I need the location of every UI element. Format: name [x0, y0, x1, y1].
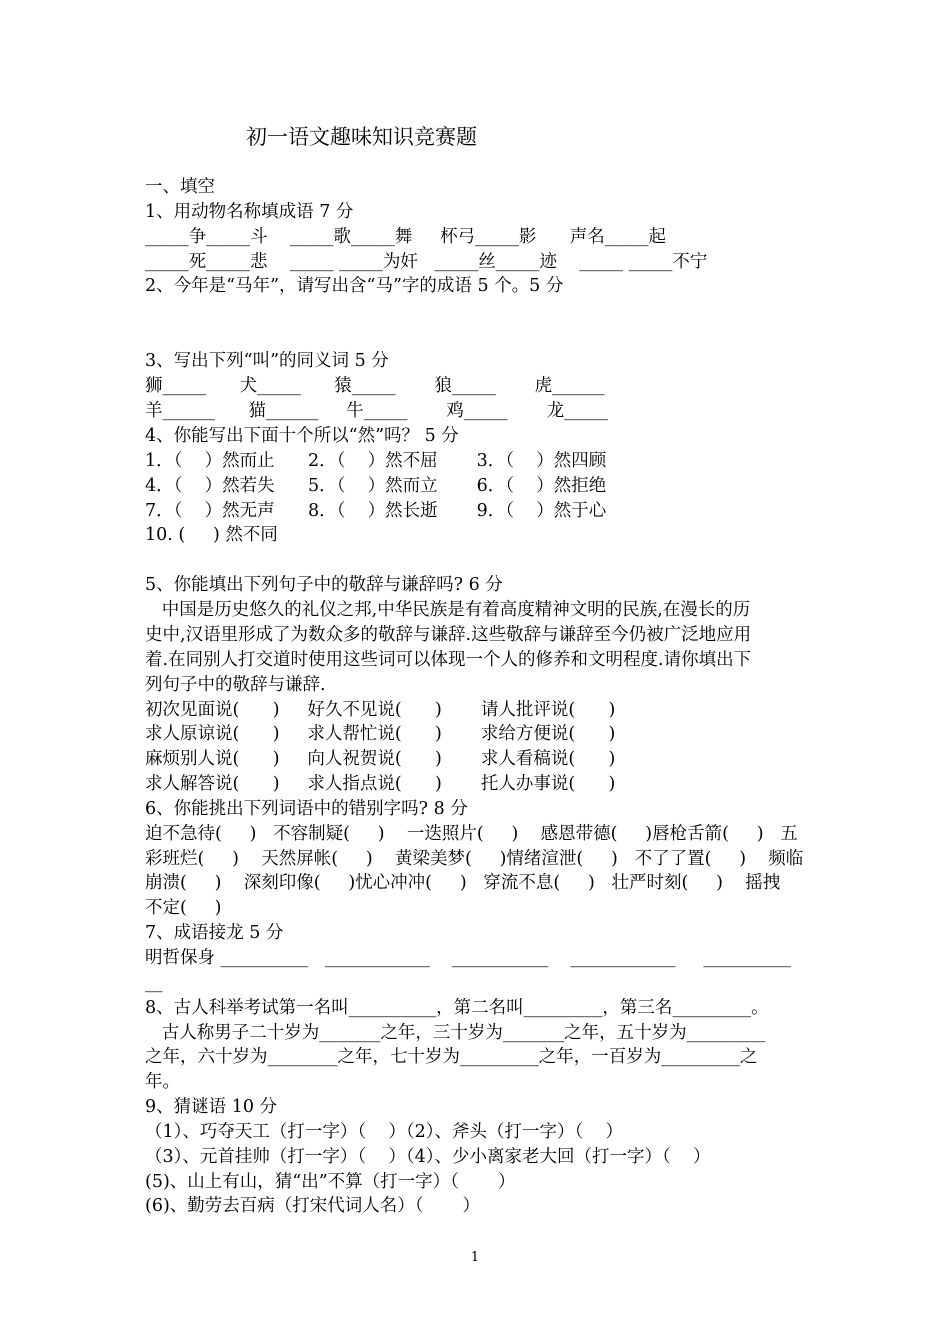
text-line: 4．（ ）然若失 5．（ ）然而立 6．（ ）然拒绝 [145, 476, 607, 496]
text-line: 古人称男子二十岁为_______之年，三十岁为_______之年，五十岁为_________ [145, 1023, 766, 1043]
text-line: (5)、山上有山，猜“出”不算（打一字）（ ） [145, 1172, 516, 1192]
text-line: (6)、勤劳去百病（打宋代词人名）（ ） [145, 1196, 480, 1216]
text-line: 彩班烂( ) 天然屏帐( ) 黄梁美梦( )情绪渲泄( ) 不了了置( ) 频临 [145, 849, 804, 869]
text-line: 9、猜谜语 10 分 [145, 1097, 278, 1117]
text-line: 求人原谅说( ) 求人帮忙说( ) 求给方便说( ) [145, 724, 616, 744]
text-line: __ [145, 973, 163, 993]
text-line: 2、今年是“马年”，请写出含“马”字的成语 5 个。5 分 [145, 276, 564, 296]
text-line: 6、你能挑出下列词语中的错别字吗? 8 分 [145, 799, 468, 819]
text-line: 10. ( ) 然不同 [145, 525, 278, 545]
text-line: 麻烦别人说( ) 向人祝贺说( ) 求人看稿说( ) [145, 749, 616, 769]
text-line: 年。 [145, 1072, 180, 1092]
text-line: 迫不急待( ) 不容制疑( ) 一迭照片( ) 感恩带德( )唇枪舌箭( ) 五 [145, 824, 798, 844]
text-line: 崩溃( ) 深刻印像( )忧心冲冲( ) 穿流不息( ) 壮严时刻( ) 摇拽 [145, 873, 781, 893]
text-line: 一、填空 [145, 177, 215, 197]
text-line: 8、古人科举考试第一名叫__________，第二名叫_________，第三名_________。 [145, 998, 769, 1018]
text-line: 着.在同别人打交道时使用这些词可以体现一个人的修养和文明程度.请你填出下 [145, 650, 752, 670]
text-line: 初次见面说( ) 好久不见说( ) 请人批评说( ) [145, 700, 616, 720]
text-line: （3）、元首挂帅（打一字）（ ）（4）、少小离家老大回（打一字）（ ） [145, 1147, 711, 1167]
text-line: （1）、巧夺天工（打一字）（ ）（2）、斧头（打一字）（ ） [145, 1122, 624, 1142]
text-line: _____死_____悲 _____ _____为奸 _____丝_____迹 _____ _____不宁 [145, 252, 708, 272]
text-line: 不定( ) [145, 898, 222, 918]
document-title: 初一语文趣味知识竞赛题 [246, 125, 477, 149]
text-line: 3、写出下列“叫”的同义词 5 分 [145, 351, 389, 371]
text-line: 史中,汉语里形成了为数众多的敬辞与谦辞.这些敬辞与谦辞至今仍被广泛地应用 [145, 625, 752, 645]
text-line: 7．（ ）然无声 8．（ ）然长逝 9．（ ）然于心 [145, 501, 607, 521]
text-line: 7、成语接龙 5 分 [145, 923, 284, 943]
text-line: 明哲保身 __________ ____________ ___________ ____________ __________ [145, 948, 791, 968]
text-line: 羊______ 猫______ 牛_____ 鸡_____ 龙_____ [145, 401, 608, 421]
text-line: 4、你能写出下面十个所以“然”吗？ 5 分 [145, 426, 459, 446]
text-line: 1、用动物名称填成语 7 分 [145, 202, 354, 222]
text-line: 之年，六十岁为________之年，七十岁为_________之年，一百岁为_________之 [145, 1047, 758, 1067]
text-line: 1．（ ）然而止 2．（ ）然不屈 3．（ ）然四顾 [145, 451, 607, 471]
text-line: _____争_____斗 _____歌_____舞 杯弓_____影 声名_____起 [145, 227, 666, 247]
text-line: 求人解答说( ) 求人指点说( ) 托人办事说( ) [145, 774, 616, 794]
text-line: 中国是历史悠久的礼仪之邦,中华民族是有着高度精神文明的民族,在漫长的历 [145, 600, 751, 620]
text-line: 列句子中的敬辞与谦辞. [145, 675, 326, 695]
text-line: 5、你能填出下列句子中的敬辞与谦辞吗? 6 分 [145, 575, 503, 595]
text-line: 狮_____ 犬_____ 猿_____ 狼_____ 虎______ [145, 376, 605, 396]
page-number: 1 [470, 1250, 480, 1265]
